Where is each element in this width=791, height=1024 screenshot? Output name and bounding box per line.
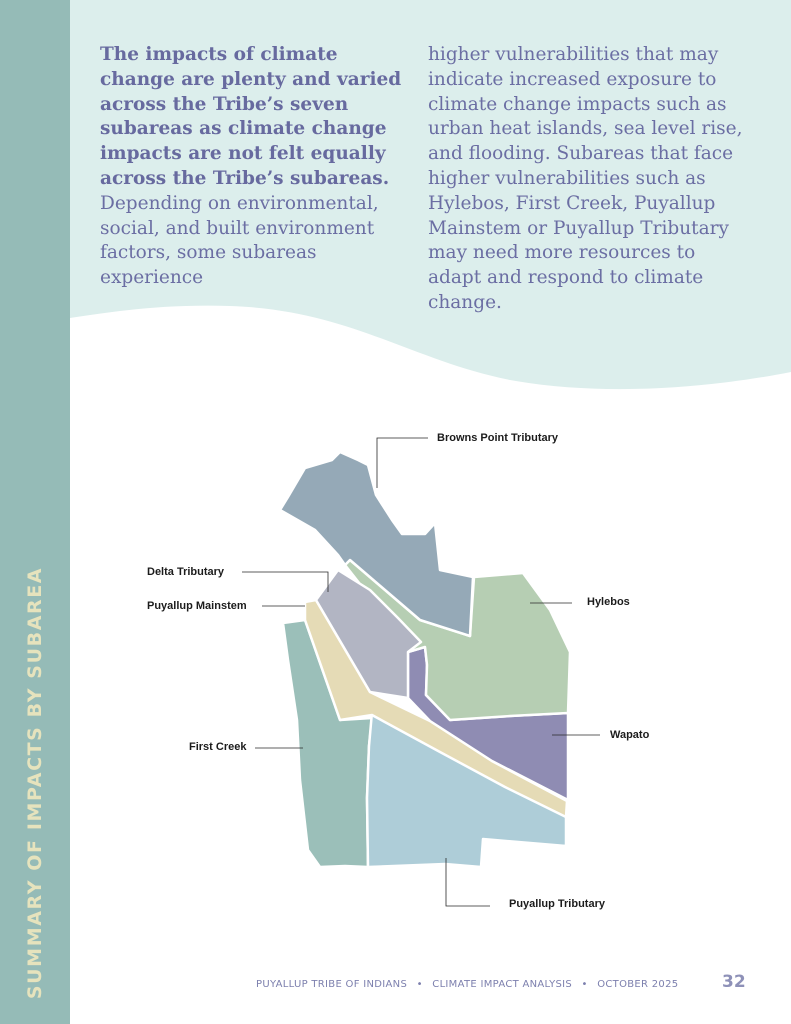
label-hylebos: Hylebos xyxy=(587,596,630,608)
intro-bold-lead: The impacts of climate change are plenty and varied across the Tribe’s seven subareas as climate change impacts are not felt equally across the Tribe’s subareas. xyxy=(100,44,402,189)
footer xyxy=(256,979,678,990)
label-puyallup-mainstem: Puyallup Mainstem xyxy=(147,600,247,612)
footer-doc-title: CLIMATE IMPACT ANALYSIS xyxy=(432,979,573,990)
label-wapato: Wapato xyxy=(610,729,650,741)
label-first-creek: First Creek xyxy=(189,741,247,753)
intro-right-column: higher vulnerabilities that may indicate increased exposure to climate change impacts such as urban heat islands, sea level rise, and flooding. Subareas that face higher vulnerabilities such as Hylebos, First Creek, Puyallup Mainstem or Puyallup Tributary may need more resources to adapt and respond to climate change. xyxy=(428,44,743,313)
leader-delta xyxy=(242,572,328,592)
sidebar-title: SUMMARY OF IMPACTS BY SUBAREA xyxy=(24,566,46,1000)
footer-separator: • xyxy=(581,979,588,990)
leader-browns-point xyxy=(377,438,428,488)
label-browns-point-tributary: Browns Point Tributary xyxy=(437,432,559,444)
intro-left-column xyxy=(100,43,410,291)
label-puyallup-tributary: Puyallup Tributary xyxy=(509,898,605,910)
sidebar xyxy=(0,0,70,1024)
page-number: 32 xyxy=(722,972,746,992)
footer-date: OCTOBER 2025 xyxy=(597,979,679,990)
footer-org: PUYALLUP TRIBE OF INDIANS xyxy=(256,979,408,990)
subarea-map xyxy=(140,420,670,920)
footer-separator: • xyxy=(416,979,423,990)
label-delta-tributary: Delta Tributary xyxy=(147,566,225,578)
intro-left-text: Depending on environmental, social, and built environment factors, some subareas experience xyxy=(100,192,379,289)
